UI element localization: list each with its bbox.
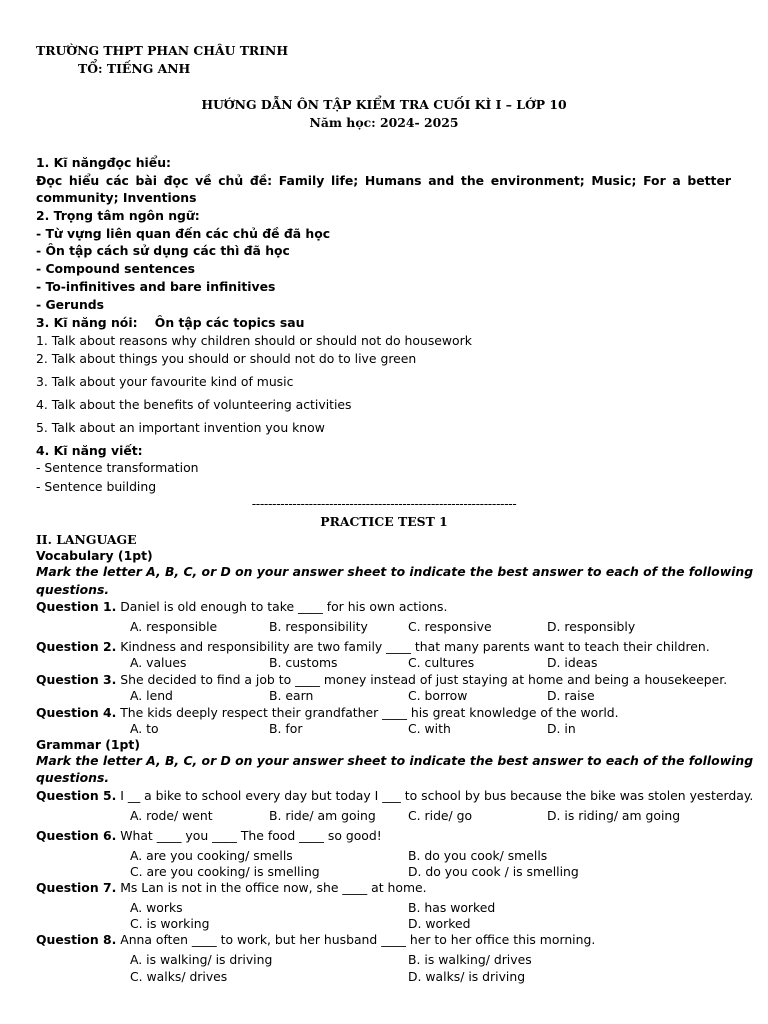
question-4	[36, 705, 619, 720]
section-2-item: - Từ vựng liên quan đến các chủ đề đã học	[36, 226, 331, 241]
section-1-heading: 1. Kĩ năngđọc hiểu:	[36, 155, 171, 170]
grammar-instruction-line-2: questions.	[36, 770, 110, 785]
separator-line: -----------------------------------------------------------------	[251, 496, 517, 511]
section-3-heading: 3. Kĩ năng nói: Ôn tập các topics sau	[36, 315, 305, 330]
school-name: TRƯỜNG THPT PHAN CHÂU TRINH	[36, 43, 289, 58]
section-1-line-1: Đọc hiểu các bài đọc về chủ đề: Family life; Humans and the environment; Music; For a better	[36, 173, 731, 188]
question-label: Question 5.	[36, 788, 117, 803]
department-name: TỔ: TIẾNG ANH	[78, 61, 191, 76]
option: D. worked	[408, 916, 471, 931]
section-2-item: - Ôn tập cách sử dụng các thì đã học	[36, 243, 290, 258]
question-label: Question 6.	[36, 828, 117, 843]
option: B. ride/ am going	[269, 808, 376, 823]
grammar-heading: Grammar (1pt)	[36, 737, 140, 752]
option: B. customs	[269, 655, 338, 670]
option: D. do you cook / is smelling	[408, 864, 579, 879]
question-3	[36, 672, 727, 687]
question-text: What ____ you ____ The food ____ so good!	[116, 828, 382, 843]
option: C. walks/ drives	[130, 969, 228, 984]
question-2	[36, 639, 710, 654]
question-text: Daniel is old enough to take ____ for his own actions.	[116, 599, 448, 614]
speaking-topic: 2. Talk about things you should or should not do to live green	[36, 351, 417, 366]
question-text: The kids deeply respect their grandfather ____ his great knowledge of the world.	[116, 705, 619, 720]
option: C. responsive	[408, 619, 492, 634]
option: C. are you cooking/ is smelling	[130, 864, 320, 879]
question-7	[36, 880, 427, 895]
grammar-instruction-line-1: Mark the letter A, B, C, or D on your answer sheet to indicate the best answer to each of the following	[36, 753, 754, 768]
question-5	[36, 788, 753, 803]
vocabulary-heading: Vocabulary (1pt)	[36, 548, 153, 563]
vocabulary-instruction-line-2: questions.	[36, 582, 110, 597]
section-4-heading: 4. Kĩ năng viết:	[36, 443, 143, 458]
section-2-heading: 2. Trọng tâm ngôn ngữ:	[36, 208, 200, 223]
option: C. with	[408, 721, 451, 736]
option: D. raise	[547, 688, 595, 703]
school-year: Năm học: 2024- 2025	[309, 115, 459, 130]
option: A. values	[130, 655, 187, 670]
speaking-topic: 4. Talk about the benefits of volunteering activities	[36, 397, 352, 412]
option: B. do you cook/ smells	[408, 848, 548, 863]
option: A. responsible	[130, 619, 218, 634]
option: D. in	[547, 721, 576, 736]
question-text: Anna often ____ to work, but her husband ____ her to her office this morning.	[116, 932, 596, 947]
option: B. is walking/ drives	[408, 952, 532, 967]
question-label: Question 3.	[36, 672, 117, 687]
option: B. responsibility	[269, 619, 368, 634]
option: A. works	[130, 900, 183, 915]
option: D. ideas	[547, 655, 598, 670]
section-2-item: - To-infinitives and bare infinitives	[36, 279, 276, 294]
question-label: Question 8.	[36, 932, 117, 947]
speaking-topic: 3. Talk about your favourite kind of music	[36, 374, 294, 389]
option: A. to	[130, 721, 159, 736]
question-6	[36, 828, 382, 843]
option: C. borrow	[408, 688, 468, 703]
question-text: She decided to find a job to ____ money instead of just staying at home and being a housekeeper.	[116, 672, 728, 687]
section-language: II. LANGUAGE	[36, 532, 137, 547]
section-1-line-2: community; Inventions	[36, 190, 197, 205]
question-label: Question 1.	[36, 599, 117, 614]
option: D. responsibly	[547, 619, 636, 634]
option: A. lend	[130, 688, 173, 703]
speaking-topic: 1. Talk about reasons why children should or should not do housework	[36, 333, 472, 348]
question-label: Question 2.	[36, 639, 117, 654]
speaking-topic: 5. Talk about an important invention you know	[36, 420, 325, 435]
option: B. has worked	[408, 900, 496, 915]
option: B. for	[269, 721, 303, 736]
option: D. is riding/ am going	[547, 808, 681, 823]
writing-item: - Sentence building	[36, 479, 157, 494]
option: A. are you cooking/ smells	[130, 848, 293, 863]
question-text: I __ a bike to school every day but today I ___ to school by bus because the bike was stolen yesterday.	[116, 788, 754, 803]
option: A. rode/ went	[130, 808, 213, 823]
question-1	[36, 599, 447, 614]
option: C. ride/ go	[408, 808, 473, 823]
question-label: Question 7.	[36, 880, 117, 895]
option: C. is working	[130, 916, 210, 931]
option: C. cultures	[408, 655, 475, 670]
vocabulary-instruction-line-1: Mark the letter A, B, C, or D on your answer sheet to indicate the best answer to each of the following	[36, 564, 754, 579]
option: A. is walking/ is driving	[130, 952, 273, 967]
section-2-item: - Compound sentences	[36, 261, 196, 276]
question-label: Question 4.	[36, 705, 117, 720]
practice-test-title: PRACTICE TEST 1	[320, 514, 448, 529]
question-text: Ms Lan is not in the office now, she ____ at home.	[116, 880, 427, 895]
section-2-item: - Gerunds	[36, 297, 105, 312]
question-text: Kindness and responsibility are two family ____ that many parents want to teach their children.	[116, 639, 710, 654]
document-title: HƯỚNG DẪN ÔN TẬP KIỂM TRA CUỐI KÌ I – LỚP 10	[201, 97, 567, 112]
question-8	[36, 932, 595, 947]
writing-item: - Sentence transformation	[36, 460, 199, 475]
option: D. walks/ is driving	[408, 969, 526, 984]
option: B. earn	[269, 688, 314, 703]
